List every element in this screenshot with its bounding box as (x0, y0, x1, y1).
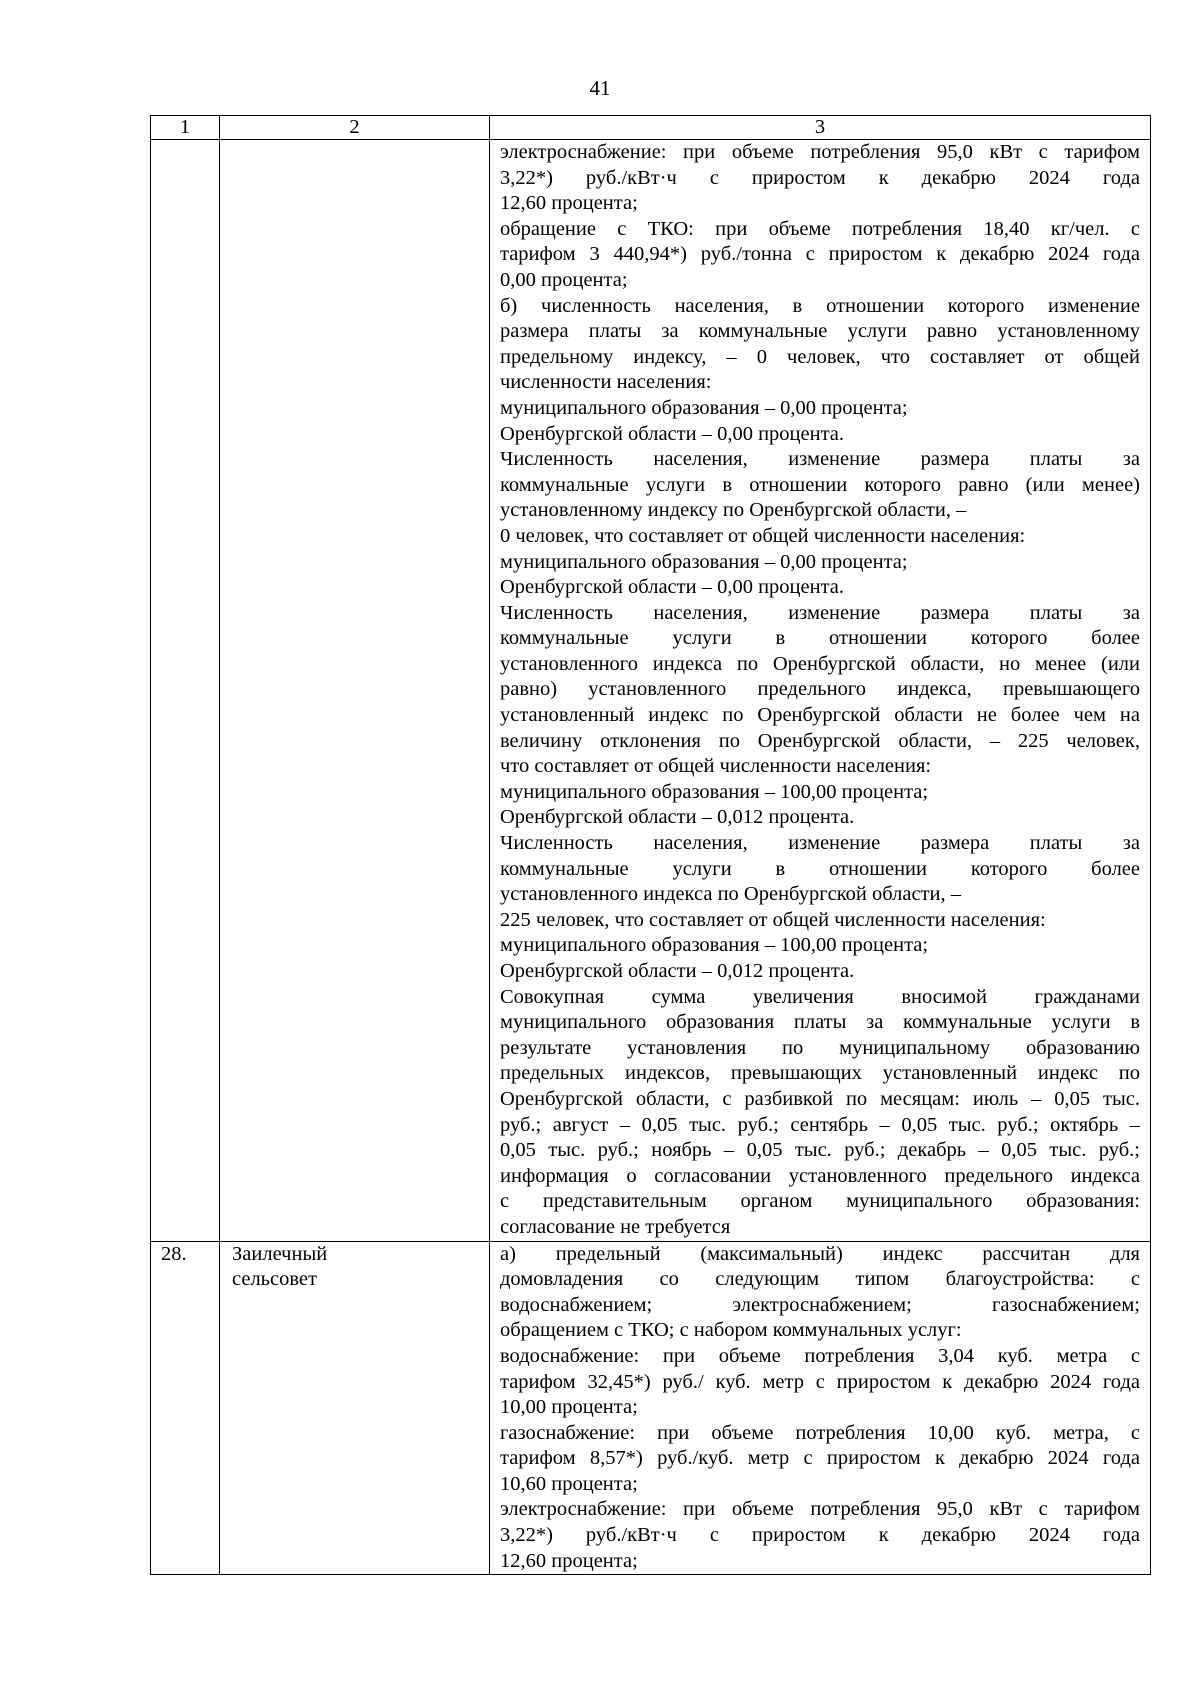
municipality-name-line: сельсовет (232, 1268, 317, 1291)
text-line: тарифом 3 440,94*) руб./тонна с приростом к декабрю 2024 года (500, 243, 1140, 266)
column-header-3: 3 (490, 116, 1151, 140)
text-line: обращение с ТКО: при объеме потребления 18,40 кг/чел. с (500, 217, 1140, 240)
text-line: водоснабжение: при объеме потребления 3,04 куб. метра с (500, 1344, 1140, 1367)
text-line: электроснабжение: при объеме потребления 95,0 кВт с тарифом (500, 1498, 1140, 1521)
text-line: водоснабжением; электроснабжением; газоснабжением; (500, 1293, 1140, 1316)
text-line: тарифом 32,45*) руб./ куб. метр с приростом к декабрю 2024 года (500, 1370, 1140, 1393)
text-line: согласование не требуется (500, 1215, 731, 1238)
text-line: величину отклонения по Оренбургской области, – 225 человек, (500, 729, 1140, 752)
text-line: установленный индекс по Оренбургской области не более чем на (500, 704, 1140, 727)
text-line: а) предельный (максимальный) индекс рассчитан для (500, 1242, 1140, 1265)
text-line: муниципального образования – 0,00 процента; (500, 550, 908, 573)
text-line: Оренбургской области – 0,012 процента. (500, 806, 855, 829)
text-line: Численность населения, изменение размера платы за (500, 832, 1140, 855)
text-line: что составляет от общей численности населения: (500, 755, 932, 778)
document-table (150, 115, 1151, 1575)
text-line: установленному индексу по Оренбургской области, – (500, 499, 967, 522)
text-line: тарифом 8,57*) руб./куб. метр с приростом к декабрю 2024 года (500, 1447, 1140, 1470)
text-line: муниципального образования платы за коммунальные услуги в (500, 1011, 1140, 1034)
text-line: Оренбургской области – 0,012 процента. (500, 960, 855, 982)
municipality-cell (220, 140, 490, 1242)
text-line: 225 человек, что составляет от общей численности населения: (500, 908, 1046, 931)
text-line: установленного индекса по Оренбургской области, – (500, 883, 961, 906)
text-line: 10,00 процента; (500, 1396, 638, 1419)
text-line: муниципального образования – 100,00 процента; (500, 780, 929, 803)
table-row-continued (151, 140, 1151, 1242)
text-line: домовладения со следующим типом благоустройства: с (500, 1268, 1140, 1291)
text-line: Оренбургской области, с разбивкой по месяцам: июль – 0,05 тыс. (500, 1087, 1140, 1110)
municipality-cell (220, 1241, 490, 1575)
text-line: 3,22*) руб./кВт·ч с приростом к декабрю 2024 года (500, 1524, 1140, 1547)
text-line: Оренбургской области – 0,00 процента. (500, 422, 845, 445)
page-number: 41 (589, 76, 611, 100)
text-line: газоснабжение: при объеме потребления 10,00 куб. метра, с (500, 1421, 1140, 1444)
text-line: размера платы за коммунальные услуги равно установленному (500, 320, 1140, 343)
text-line: б) численность населения, в отношении которого изменение (500, 294, 1140, 317)
column-header-1: 1 (151, 116, 220, 140)
text-line: 12,60 процента; (500, 192, 638, 215)
text-line: Совокупная сумма увеличения вносимой гражданами (500, 985, 1140, 1008)
text-line: муниципального образования – 0,00 процента; (500, 396, 908, 419)
text-line: 3,22*) руб./кВт·ч с приростом к декабрю 2024 года (500, 166, 1140, 189)
row-number-cell: 28. (151, 1241, 220, 1575)
text-line: электроснабжение: при объеме потребления 95,0 кВт с тарифом (500, 141, 1140, 163)
text-line: предельному индексу, – 0 человек, что составляет от общей (500, 345, 1140, 368)
table-row-28 (151, 1241, 1151, 1575)
text-line: 0,05 тыс. руб.; ноябрь – 0,05 тыс. руб.; декабрь – 0,05 тыс. руб.; (500, 1139, 1140, 1162)
text-line: информация о согласовании установленного предельного индекса (500, 1164, 1140, 1187)
text-line: Численность населения, изменение размера платы за (500, 448, 1140, 471)
text-line: результате установления по муниципальному образованию (500, 1036, 1140, 1059)
text-line: коммунальные услуги в отношении которого равно (или менее) (500, 473, 1140, 496)
text-line: обращением с ТКО; с набором коммунальных услуг: (500, 1319, 962, 1342)
index-description-cell (490, 1241, 1151, 1575)
row-number-cell (151, 140, 220, 1242)
text-line: предельных индексов, превышающих установленный индекс по (500, 1062, 1140, 1085)
text-line: коммунальные услуги в отношении которого более (500, 857, 1140, 880)
text-line: установленного индекса по Оренбургской области, но менее (или (500, 652, 1140, 675)
text-line: 10,60 процента; (500, 1472, 638, 1495)
text-line: Численность населения, изменение размера платы за (500, 601, 1140, 624)
column-header-2: 2 (220, 116, 490, 140)
text-line: численности населения: (500, 371, 712, 394)
text-line: 0,00 процента; (500, 268, 628, 291)
text-line: руб.; август – 0,05 тыс. руб.; сентябрь – 0,05 тыс. руб.; октябрь – (500, 1113, 1140, 1136)
text-line: 0 человек, что составляет от общей численности населения: (500, 524, 1026, 547)
text-line: с представительным органом муниципального образования: (500, 1190, 1140, 1213)
text-line: муниципального образования – 100,00 процента; (500, 934, 929, 957)
text-line: коммунальные услуги в отношении которого более (500, 627, 1140, 650)
municipality-name-line: Заилечный (232, 1242, 328, 1265)
text-line: Оренбургской области – 0,00 процента. (500, 576, 845, 599)
index-description-cell (490, 140, 1151, 1242)
table-header-row (151, 116, 1151, 140)
text-line: равно) установленного предельного индекса, превышающего (500, 678, 1140, 701)
text-line: 12,60 процента; (500, 1549, 638, 1572)
